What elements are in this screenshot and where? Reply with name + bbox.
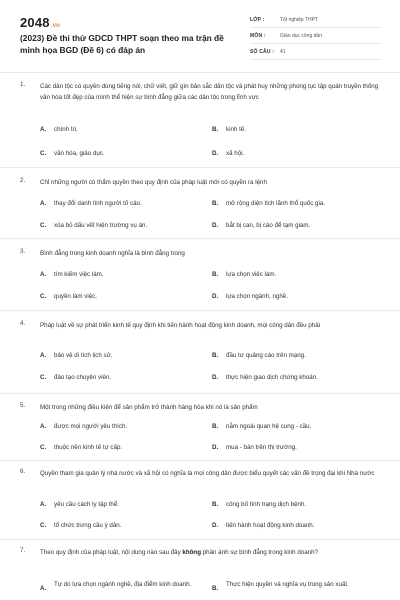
option-text: tổ chức trưng cầu ý dân. [54, 522, 122, 529]
option-letter: D. [212, 444, 219, 451]
option-letter: A. [40, 501, 47, 508]
option-letter: D. [212, 150, 219, 157]
question-text-part: phản ánh sự bình đẳng trong kinh doanh? [200, 549, 318, 556]
option-letter: B. [212, 585, 219, 592]
question-number: 2. [20, 177, 26, 184]
option-text: thuộc nền kinh tế tự cấp. [54, 444, 123, 451]
option-letter: B. [212, 271, 219, 278]
option-text: tiến hành hoạt động kinh doanh. [226, 522, 315, 529]
exam-meta-table [250, 12, 382, 60]
question-text: Pháp luật về sự phát triển kinh tế quy định khi tiến hành hoạt động kinh doanh, mọi công dân đều phải [40, 322, 321, 329]
meta-value: Tốt nghiệp THPT [280, 16, 318, 23]
option-text: đào tạo chuyên viên. [54, 374, 112, 381]
question-separator [0, 167, 400, 168]
option-text: xóa bỏ dấu vết hiện trường vụ án. [54, 222, 148, 229]
question-number: 5. [20, 402, 26, 409]
logo-text: 2048 [20, 15, 50, 30]
option-text: Thực hiện quyền và nghĩa vụ trong sản xuất. [226, 581, 349, 588]
question-separator [0, 393, 400, 394]
option-letter: A. [40, 126, 47, 133]
option-text: nằm ngoài quan hệ cung - cầu. [226, 423, 312, 430]
option-text: thực hiện giao dịch chứng khoán. [226, 374, 318, 381]
option-text: lựa chọn ngành, nghề. [226, 293, 288, 300]
option-text: thay đổi danh tính người tố cáo. [54, 200, 142, 207]
question-text [40, 547, 382, 558]
question-text: Một trong những điều kiện để sản phẩm trở thành hàng hóa khi nó là sản phẩm [40, 404, 258, 411]
option-letter: C. [40, 222, 47, 229]
option-letter: A. [40, 352, 47, 359]
option-text: quyền làm việc. [54, 293, 97, 300]
meta-key: LỚP : [250, 16, 265, 23]
question-separator [0, 460, 400, 461]
question-number: 4. [20, 320, 26, 327]
option-text: bảo vệ di tích lịch sử. [54, 352, 113, 359]
logo-suffix: .vn [50, 23, 61, 29]
question-number: 3. [20, 248, 26, 255]
option-text: tìm kiếm việc làm. [54, 271, 104, 278]
option-letter: A. [40, 200, 47, 207]
option-letter: D. [212, 293, 219, 300]
header-divider [0, 72, 400, 73]
option-letter: C. [40, 444, 47, 451]
option-letter: D. [212, 522, 219, 529]
option-text: công bố tình trạng dịch bệnh. [226, 501, 307, 508]
meta-value: 41 [280, 48, 286, 55]
question-text-emphasis: không [182, 549, 201, 556]
option-text: mở rộng diện tích lãnh thổ quốc gia. [226, 200, 325, 207]
question-text-part: Theo quy định của pháp luật, nội dung nào sau đây [40, 549, 183, 556]
site-logo[interactable] [20, 15, 60, 30]
option-letter: B. [212, 501, 219, 508]
page-title: (2023) Đề thi thử GDCD THPT soạn theo ma trận đề minh họa BGD (Đề 6) có đáp án [20, 33, 224, 55]
option-letter: B. [212, 423, 219, 430]
question-text: Quyền tham gia quản lý nhà nước và xã hội có nghĩa là mọi công dân được biểu quyết các vấn đề trọng đại khi Nhà nước [40, 470, 375, 477]
option-text: văn hóa, giáo dục. [54, 150, 105, 157]
option-text: yêu cầu cách ly tập thể. [54, 501, 120, 508]
question-separator [0, 310, 400, 311]
meta-row-grade [250, 12, 382, 28]
option-text: kinh tế. [226, 126, 246, 133]
option-letter: D. [212, 374, 219, 381]
option-letter: B. [212, 352, 219, 359]
meta-key: SỐ CÂU : [250, 48, 275, 55]
option-letter: C. [40, 522, 47, 529]
question-separator [0, 238, 400, 239]
option-text: lựa chọn việc làm. [226, 271, 277, 278]
page-header [0, 0, 400, 68]
option-letter: C. [40, 293, 47, 300]
option-text: Tự do lựa chọn ngành nghề, địa điểm kinh doanh. [54, 581, 192, 588]
question-number: 6. [20, 468, 26, 475]
option-letter: B. [212, 200, 219, 207]
option-letter: D. [212, 222, 219, 229]
option-text: chính trị. [54, 126, 78, 133]
option-letter: A. [40, 271, 47, 278]
option-text: đầu tư quảng cáo trên mạng. [226, 352, 306, 359]
option-letter: B. [212, 126, 219, 133]
question-number: 1. [20, 81, 26, 88]
option-text: được mọi người yêu thích. [54, 423, 128, 430]
meta-row-subject [250, 28, 382, 44]
question-number: 7. [20, 547, 26, 554]
option-text: bắt bị can, bị cáo để tạm giam. [226, 222, 311, 229]
option-text: xã hội. [226, 150, 245, 157]
option-letter: A. [40, 585, 47, 592]
option-letter: C. [40, 374, 47, 381]
meta-value: Giáo dục công dân [280, 32, 322, 39]
meta-row-question-count [250, 44, 382, 60]
question-separator [0, 539, 400, 540]
option-text: mua - bán trên thị trường. [226, 444, 297, 451]
question-text: Bình đẳng trong kinh doanh nghĩa là bình đẳng trong [40, 250, 185, 257]
meta-key: MÔN : [250, 32, 266, 39]
question-text: Các dân tộc có quyền dùng tiếng nói, chữ viết, giữ gìn bản sắc dân tộc và phát huy những phong tục tập quán truyền thống văn hóa tốt đẹp của mình thể hiện sự bình đẳng giữa các dân tộc trong lĩnh vực [40, 83, 379, 101]
option-letter: C. [40, 150, 47, 157]
option-letter: A. [40, 423, 47, 430]
question-text: Chỉ những người có thẩm quyền theo quy định của pháp luật mới có quyền ra lệnh [40, 179, 267, 186]
